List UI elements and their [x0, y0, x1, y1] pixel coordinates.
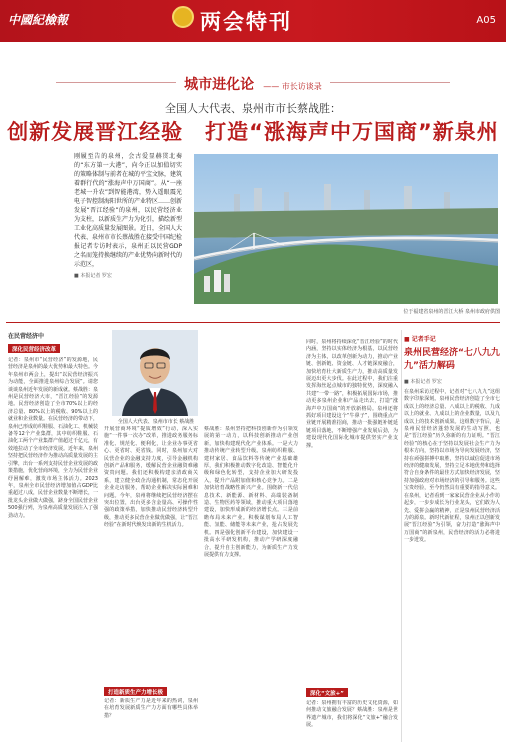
special-edition-title: 两会特刊 [200, 10, 292, 34]
kicker: 全国人大代表、泉州市市长蔡战胜： [165, 102, 341, 115]
body-column-4b: 记者：泉州拥有丰富的历史文化资源，如何推动文旅融合发展？蔡战胜：泉州是世界遗产城市，我们将深化“文旅+”融合发展。 [306, 700, 398, 729]
paper-name: 中國紀檢報 [8, 13, 69, 27]
body-column-2: 开展营商环境“提质增效”行动，深入实施“一件事一次办”改革，推进政务服务标准化、规范化、便利化，让企业办事更省心、更省时、更省钱。同时，泉州加大对民营企业的金融支持力度，引导金融机构创新产品和服务，缓解民营企业融资难融资贵问题。我们还积极构建亲清政商关系，建立健全政企沟通机制，常态化开展企业走访服务，帮助企业解决实际困难和问题。今年，泉州将继续把民营经济摆在突出位置，出台更多含金量高、可操作性强的政策举措，加快推动民营经济转型升级，推动更多民营企业做优做强，让“晋江经验”在新时代焕发出新的生机活力。 [104, 426, 198, 529]
lead-credit: ■ 本报记者 罗宏 [74, 273, 112, 279]
subhead-reform: 深化民营经济改革 [8, 344, 60, 353]
body-column-1: 记者：泉州市“民营经济”的发源地，民营经济是泉州的最大优势和最大特色。今年泉州市两会上，提出“以民营经济振兴为动能，全面推进泉州综合发展”。请您谈谈泉州近年发展的新成就。蔡战胜：泉州是民营经济大市，“晋江经验”的发源地。民营经济创造了全市70%以上的经济总量、80%以上的税收、90%以上的就业和企业数量。在民营经济的带动下，泉州已形成纺织鞋服、石油化工、机械装备等12个产业集群，其中纺织鞋服、石油化工两个产业集群产值超过千亿元，有效地拉动了全市经济发展。近年来，泉州坚持把民营经济作为推动高质量发展的主引擎，出台一系列支持民营企业发展的政策措施，优化营商环境，全力为民营企业纾困解难，激发市场主体活力。2023年，泉州全市民营经济增加值占GDP比重超过八成，民营企业数量不断增长，一批龙头企业做大做强，跻身全国民营企业500强行列，为泉州高质量发展注入了强劲动力。 [8, 357, 98, 519]
column-name: 城市进化论 [184, 77, 255, 93]
body-column-3: 蔡战胜：泉州坚持把科技创新作为引领发展的第一动力，以科技创新推动产业创新，加快构建现代化产业体系。一是大力推动传统产业转型升级。泉州纺织鞋服、建材家居、食品饮料等传统产业基础雄厚，我们积极推动数字化改造、智能化升级和绿色化转型，支持企业加大研发投入，提升产品附加值和核心竞争力。二是加快培育战略性新兴产业。围绕新一代信息技术、新能源、新材料、高端装备制造、生物医药等领域，推动重大项目落地建设，加快形成新的经济增长点。三是前瞻布局未来产业。积极谋划布局人工智能、氢能、储能等未来产业，抢占发展先机。四是强化创新平台建设，加快建设一批高水平研发机构，推动产学研深度融合，提升自主创新能力，为新质生产力发展提供有力支撑。 [204, 426, 298, 558]
column-sub: —— 市长访谈录 [263, 82, 322, 91]
city-bridge-photo [194, 154, 498, 304]
national-emblem-icon [172, 6, 194, 28]
headline: 创新发展晋江经验 打造“涨海声中万国商”新泉州 [7, 120, 499, 144]
note-byline: ■ 本报记者 罗宏 [404, 379, 442, 385]
note-text: 在泉州采访过程中，记者对“七八九九”这组数字印象深刻。泉州民营经济创造了全市七成以上的经济总量、八成以上的税收、九成以上的就业、九成以上的企业数量，以及九成以上的技术创新成果。这组数字背后，是泉州民营经济蓬勃发展的生动写照，也是“晋江经验”历久弥新的有力证明。“晋江经验”的核心在于坚持以发展社会生产力为根本方向，坚持以市场为导向发展经济，坚持在顽强拼搏中取胜，坚持以诚信促进市场经济的健康发展，坚持立足本地优势和选择符合自身条件的最佳方式加快经济发展，坚持加强政府对市场经济的引导和服务。这些宝贵经验，至今仍然具有重要的指导意义。在泉州，记者看到一家家民营企业从小作坊起步，一步步成长为行业龙头，它们敢为人先、爱拼会赢的精神，正是泉州民营经济活力的源泉。新时代新征程，泉州正以创新发展“晋江经验”为引领，奋力打造“涨海声中万国商”的新泉州，民营经济的活力必将进一步迸发。 [404, 389, 500, 544]
portrait-caption: 全国人大代表、泉州市市长 蔡战胜 [117, 419, 195, 425]
photo-caption: 位于福建省泉州的晋江大桥 泉州市政府供图 [403, 309, 500, 315]
mayor-portrait [112, 330, 198, 416]
lead-paragraph [74, 152, 182, 296]
body-column-2b: 记者：新质生产力是近年来的热词，泉州在培育发展新质生产力方面有哪些具体举措？ [104, 698, 198, 719]
banner-divider-left [56, 82, 176, 83]
body-column-4: 同时，泉州将持续深化“晋江经验”的时代内涵，坚持以实体经济为根基，以民营经济为主体，以改革创新为动力，推动产业链、创新链、资金链、人才链深度融合，加快培育壮大新质生产力，推动高质量发展迈出更大步伐。在此过程中，我们注重发挥海丝起点城市的独特优势，深度融入共建“一带一路”，积极拓展国际市场，推动更多泉州企业和产品走出去，打造“涨海声中万国商”的开放新格局。泉州还将抓好项目建设这个“牛鼻子”，围绕重点产业链开展精准招商，推动一批强链补链延链项目落地，不断增强产业发展后劲，为建设现代化国际化城市提供坚实产业支撑。 [306, 339, 398, 449]
column-separator [401, 330, 402, 742]
note-title: 泉州民营经济“七八九九九”活力解码 [404, 348, 500, 371]
subhead-culture-tourism: 深化“文旅+” [306, 688, 348, 697]
page-number: A05 [476, 15, 496, 26]
column-banner [0, 74, 506, 94]
section-rule [6, 322, 500, 323]
lead-text: 刚履至告的泉州，会古爱显赫贯北奏的“东方第一大港”，向今正以加值切实的策略体制与前者在城的平宝文脉，建筑着群行代的“涨海声中万国商”。从“一座老城一升农”到智能港湾，势入遥眼震光电子智控制海阳世所的产业特区……创新发展“晋江经验”的泉州，以民营经济业为支柱，以新质生产力为化引，描绘新型工业化高质量发展图景。近日，全国人大代表、泉州市市长蔡战胜在接受中国纪检报记者专访时表示，泉州正以民营GDP之名而笼持换继续的产业优势向新时代的示范区， [74, 153, 183, 268]
subhead-new-productivity: 打造新质生产力增长极 [104, 687, 167, 696]
banner-divider-right [330, 82, 450, 83]
reporters-note [404, 334, 500, 742]
note-tag: ■ 记者手记 [404, 336, 436, 343]
masthead [0, 0, 506, 42]
subhead-intro: 在民营经济中 [8, 333, 45, 340]
